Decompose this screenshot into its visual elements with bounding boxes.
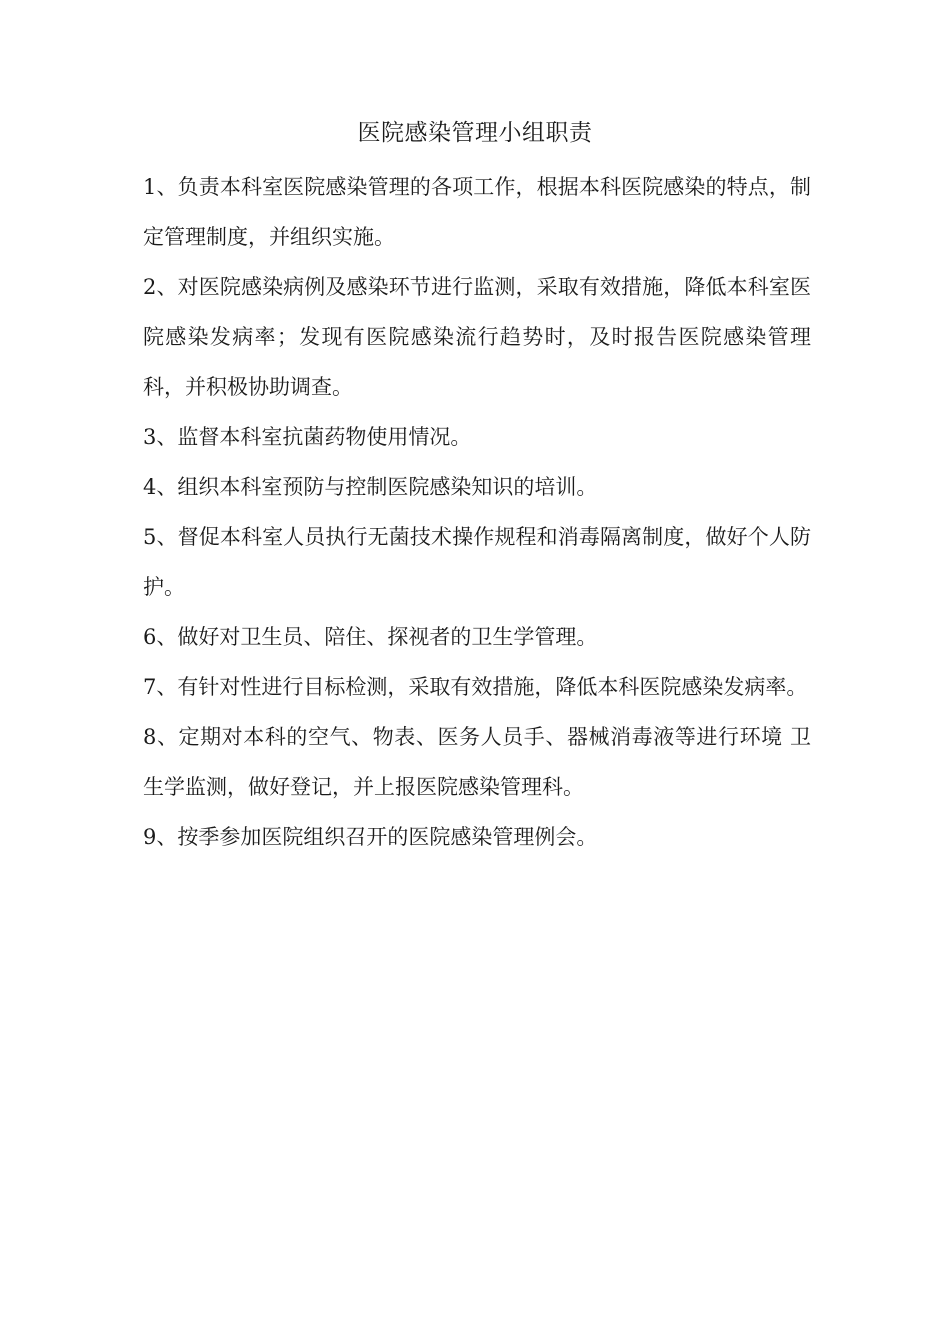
duty-item-8: 8、定期对本科的空气、物表、医务人员手、器械消毒液等进行环境 卫生学监测，做好登记，并上报医院感染管理科。: [143, 725, 811, 799]
document-body: [143, 162, 811, 862]
duty-item-3: 3、监督本科室抗菌药物使用情况。: [143, 425, 472, 449]
duty-item-1: 1、负责本科室医院感染管理的各项工作，根据本科医院感染的特点，制定管理制度，并组织实施。: [143, 175, 811, 249]
duty-item-6: 6、做好对卫生员、陪住、探视者的卫生学管理。: [143, 625, 598, 649]
duty-item-7: 7、有针对性进行目标检测，采取有效措施，降低本科医院感染发病率。: [143, 675, 808, 699]
duty-item-2: 2、对医院感染病例及感染环节进行监测，采取有效措施，降低本科室医院感染发病率；发现有医院感染流行趋势时，及时报告医院感染管理科，并积极协助调查。: [143, 275, 811, 399]
document-title: 医院感染管理小组职责: [357, 120, 593, 146]
duty-item-4: 4、组织本科室预防与控制医院感染知识的培训。: [143, 475, 598, 499]
duty-item-5: 5、督促本科室人员执行无菌技术操作规程和消毒隔离制度，做好个人防护。: [143, 525, 811, 599]
duty-item-9: 9、按季参加医院组织召开的医院感染管理例会。: [143, 825, 598, 849]
